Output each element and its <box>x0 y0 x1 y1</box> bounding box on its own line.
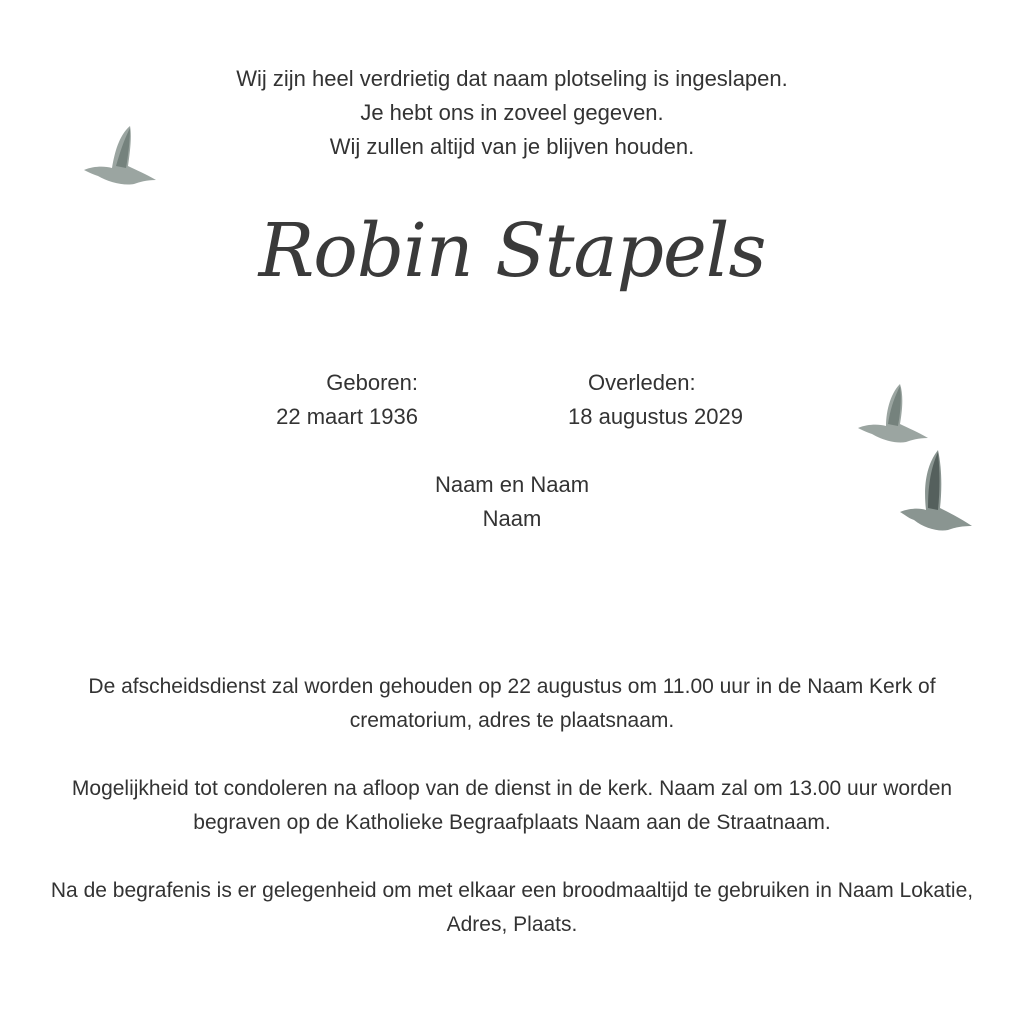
deceased-name: Robin Stapels <box>258 208 766 294</box>
family-line-2: Naam <box>482 506 542 531</box>
died-date: 18 augustus 2029 <box>568 404 743 429</box>
condolence-paragraph: Mogelijkheid tot condoleren na afloop van de dienst in de kerk. Naam zal om 13.00 uur worden begraven op de Katholieke Begraafplaats Naam aan de Straatnaam. <box>71 777 953 834</box>
born-date: 22 maart 1936 <box>276 404 418 429</box>
family-names <box>0 468 1024 536</box>
bird-icon <box>82 122 158 190</box>
intro-line-3: Wij zullen altijd van je blijven houden. <box>329 134 695 159</box>
service-paragraph: De afscheidsdienst zal worden gehouden op 22 augustus om 11.00 uur in de Naam Kerk of crematorium, adres te plaatsnaam. <box>88 675 936 732</box>
born-label: Geboren: <box>326 370 418 395</box>
died-label: Overleden: <box>588 370 696 395</box>
intro-line-2: Je hebt ons in zoveel gegeven. <box>360 100 664 125</box>
intro-line-1: Wij zijn heel verdrietig dat naam plotseling is ingeslapen. <box>236 66 788 91</box>
reception-paragraph: Na de begrafenis is er gelegenheid om met elkaar een broodmaaltijd te gebruiken in Naam Lokatie, Adres, Plaats. <box>50 879 974 936</box>
died-column <box>568 366 743 434</box>
born-column <box>276 366 418 434</box>
service-info <box>30 670 994 976</box>
family-line-1: Naam en Naam <box>434 472 590 497</box>
bird-icon <box>898 448 974 536</box>
bird-icon <box>856 382 930 448</box>
